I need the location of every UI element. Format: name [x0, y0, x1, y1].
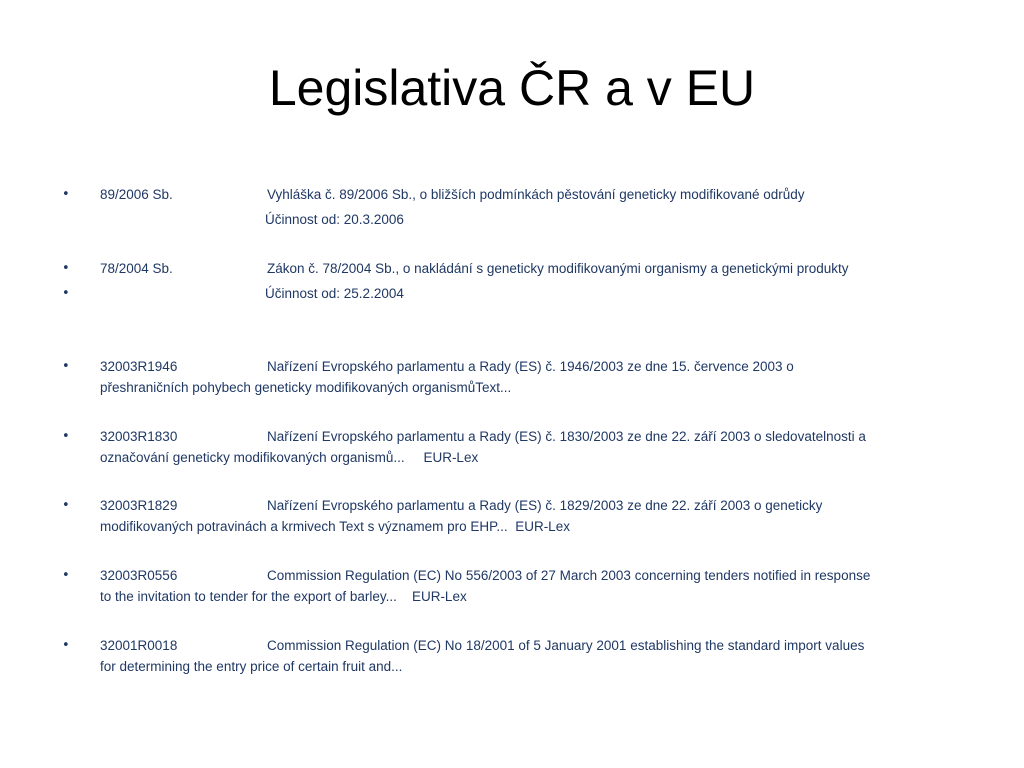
legislation-code: 89/2006 Sb.: [100, 187, 173, 202]
bullet-icon: •: [62, 359, 70, 374]
legislation-text-continued: [100, 587, 467, 607]
source-link[interactable]: EUR-Lex: [423, 450, 479, 465]
list-item: [100, 357, 794, 377]
legislation-text: označování geneticky modifikovaných organismů...: [100, 450, 405, 465]
legislation-text: Vyhláška č. 89/2006 Sb., o bližších podmínkách pěstování geneticky modifikované odrůdy: [267, 187, 805, 202]
legislation-text-continued: for determining the entry price of certain fruit and...: [100, 659, 403, 674]
legislation-code: 32001R0018: [100, 638, 178, 653]
bullet-icon: •: [62, 286, 70, 301]
legislation-code: 32003R1946: [100, 359, 178, 374]
legislation-code: 78/2004 Sb.: [100, 261, 173, 276]
list-item: [100, 566, 870, 586]
list-item: [100, 185, 805, 205]
source-link[interactable]: EUR-Lex: [411, 589, 467, 604]
legislation-text-continued: přeshraničních pohybech geneticky modifikovaných organismůText...: [100, 380, 512, 395]
legislation-text-continued: [100, 517, 570, 537]
bullet-icon: •: [62, 187, 70, 202]
legislation-text: Nařízení Evropského parlamentu a Rady (ES) č. 1946/2003 ze dne 15. července 2003 o: [267, 359, 794, 374]
effective-date: Účinnost od: 20.3.2006: [265, 212, 404, 227]
slide-title: Legislativa ČR a v EU: [268, 60, 756, 116]
legislation-text: to the invitation to tender for the export of barley...: [100, 589, 397, 604]
list-item: [100, 259, 849, 279]
legislation-text: modifikovaných potravinách a krmivech Text s významem pro EHP...: [100, 519, 508, 534]
legislation-text: Nařízení Evropského parlamentu a Rady (ES) č. 1829/2003 ze dne 22. září 2003 o geneticky: [267, 498, 823, 513]
legislation-code: 32003R1829: [100, 498, 178, 513]
bullet-icon: •: [62, 638, 70, 653]
list-item: [100, 496, 822, 516]
bullet-icon: •: [62, 568, 70, 583]
source-link[interactable]: EUR-Lex: [515, 519, 570, 534]
legislation-text: Commission Regulation (EC) No 556/2003 of 27 March 2003 concerning tenders notified in response: [267, 568, 871, 583]
list-item: [100, 636, 864, 656]
bullet-icon: •: [62, 261, 70, 276]
bullet-icon: •: [62, 429, 70, 444]
legislation-text-continued: [100, 448, 478, 468]
list-item: [100, 427, 866, 447]
legislation-text: Zákon č. 78/2004 Sb., o nakládání s geneticky modifikovanými organismy a genetickými produkty: [267, 261, 849, 276]
effective-date: Účinnost od: 25.2.2004: [265, 286, 404, 301]
legislation-code: 32003R0556: [100, 568, 178, 583]
legislation-text: Nařízení Evropského parlamentu a Rady (ES) č. 1830/2003 ze dne 22. září 2003 o sledovatelnosti a: [267, 429, 866, 444]
legislation-text: Commission Regulation (EC) No 18/2001 of 5 January 2001 establishing the standard import values: [267, 638, 865, 653]
bullet-icon: •: [62, 498, 70, 513]
legislation-code: 32003R1830: [100, 429, 178, 444]
